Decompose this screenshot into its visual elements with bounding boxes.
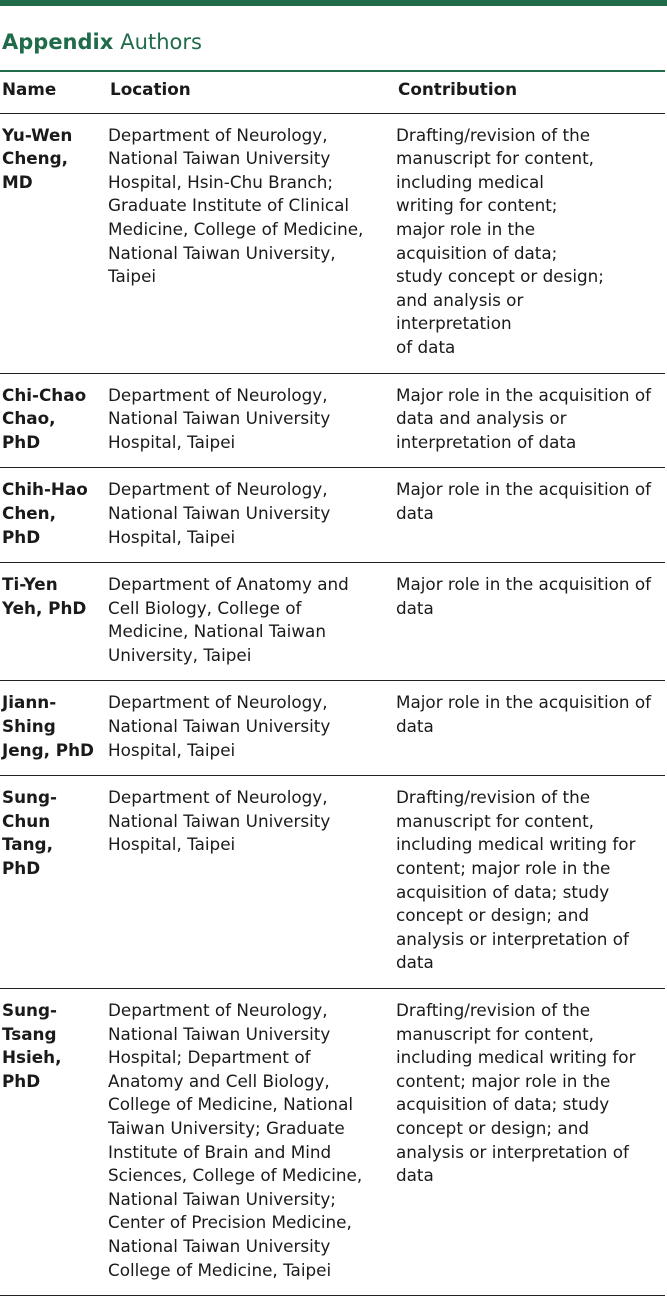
author-name-line: Chen, <box>2 502 56 523</box>
author-contribution-line: concept or design; and <box>396 905 589 926</box>
author-location-line: Hospital, Taipei <box>108 739 236 760</box>
author-contribution-line: data and analysis or <box>396 408 567 429</box>
author-location-line: Hospital; Department of <box>108 1047 311 1068</box>
author-name <box>0 776 108 989</box>
author-name-line: Jiann- <box>2 692 57 713</box>
author-name-line: PhD <box>2 1070 41 1091</box>
author-name <box>0 989 108 1296</box>
author-location-line: Department of Neurology, <box>108 124 328 145</box>
author-contribution <box>396 989 665 1296</box>
author-contribution-line: analysis or interpretation of <box>396 928 629 949</box>
author-location <box>108 113 396 373</box>
author-name-line: Chih-Hao <box>2 479 88 500</box>
author-location-line: Center of Precision Medicine, <box>108 1212 352 1233</box>
author-location-line: Hospital, Taipei <box>108 834 236 855</box>
author-location <box>108 468 396 563</box>
appendix-title: Authors <box>120 30 202 54</box>
author-contribution <box>396 373 665 468</box>
author-location-line: University, Taipei <box>108 644 252 665</box>
author-name-line: Chun <box>2 810 51 831</box>
author-contribution-line: including medical <box>396 171 544 192</box>
author-location-line: Medicine, National Taiwan <box>108 621 326 642</box>
author-name-line: Chao, <box>2 408 56 429</box>
author-name-line: Cheng, <box>2 148 68 169</box>
author-contribution-line: content; major role in the <box>396 858 611 879</box>
author-location-line: Hospital, Hsin-Chu Branch; <box>108 171 334 192</box>
author-location-line: National Taiwan University, <box>108 242 336 263</box>
author-name-line: Ti-Yen <box>2 574 58 595</box>
author-contribution-line: analysis or interpretation of <box>396 1141 629 1162</box>
author-contribution <box>396 776 665 989</box>
author-location-line: Graduate Institute of Clinical <box>108 195 350 216</box>
author-contribution-line: Major role in the acquisition of <box>396 574 652 595</box>
author-location-line: College of Medicine, National <box>108 1094 354 1115</box>
author-location <box>108 776 396 989</box>
author-location-line: Department of Neurology, <box>108 479 328 500</box>
author-contribution-line: Major role in the acquisition of <box>396 384 652 405</box>
author-contribution-line: writing for content; <box>396 195 558 216</box>
author-contribution <box>396 681 665 776</box>
table-row <box>0 989 665 1296</box>
heading-rule <box>0 70 665 72</box>
author-contribution-line: data <box>396 1165 434 1186</box>
author-location-line: Taiwan University; Graduate <box>108 1117 345 1138</box>
author-name-line: Tsang <box>2 1023 57 1044</box>
author-name-line: PhD <box>2 526 41 547</box>
author-contribution-line: data <box>396 597 434 618</box>
table-row <box>0 113 665 373</box>
author-name-line: MD <box>2 171 33 192</box>
author-location <box>108 563 396 681</box>
author-location-line: Department of Anatomy and <box>108 574 349 595</box>
author-contribution <box>396 113 665 373</box>
author-contribution-line: data <box>396 716 434 737</box>
column-header-location: Location <box>108 74 396 113</box>
table-row <box>0 373 665 468</box>
author-contribution-line: including medical writing for <box>396 834 636 855</box>
author-name-line: PhD <box>2 431 41 452</box>
author-location-line: Sciences, College of Medicine, <box>108 1165 363 1186</box>
author-location-line: National Taiwan University; <box>108 1188 336 1209</box>
author-name <box>0 113 108 373</box>
author-contribution <box>396 468 665 563</box>
author-contribution-line: Major role in the acquisition of <box>396 692 652 713</box>
author-location-line: Institute of Brain and Mind <box>108 1141 332 1162</box>
author-contribution-line: major role in the <box>396 218 536 239</box>
column-header-contribution: Contribution <box>396 74 665 113</box>
author-location-line: National Taiwan University <box>108 810 331 831</box>
author-location-line: National Taiwan University <box>108 716 331 737</box>
author-location-line: Medicine, College of Medicine, <box>108 218 364 239</box>
author-location-line: National Taiwan University <box>108 1023 331 1044</box>
author-location-line: Department of Neurology, <box>108 384 328 405</box>
author-name <box>0 373 108 468</box>
author-contribution-line: data <box>396 502 434 523</box>
author-name <box>0 468 108 563</box>
author-name-line: Jeng, PhD <box>2 739 94 760</box>
author-contribution-line: manuscript for content, <box>396 1023 594 1044</box>
author-name-line: Tang, <box>2 834 53 855</box>
table-row <box>0 468 665 563</box>
author-name-line: Hsieh, <box>2 1047 62 1068</box>
appendix-heading <box>2 28 202 56</box>
author-location-line: National Taiwan University <box>108 1235 331 1256</box>
author-contribution-line: acquisition of data; study <box>396 881 610 902</box>
author-contribution-line: acquisition of data; <box>396 242 558 263</box>
author-contribution-line: concept or design; and <box>396 1117 589 1138</box>
author-location-line: Anatomy and Cell Biology, <box>108 1070 330 1091</box>
author-contribution-line: and analysis or <box>396 289 524 310</box>
author-contribution-line: interpretation of data <box>396 431 577 452</box>
author-contribution-line: of data <box>396 336 456 357</box>
authors-table <box>0 74 665 1296</box>
author-location-line: Hospital, Taipei <box>108 526 236 547</box>
author-location-line: Department of Neurology, <box>108 1000 328 1020</box>
author-location-line: College of Medicine, Taipei <box>108 1259 332 1280</box>
author-contribution-line: study concept or design; <box>396 266 604 287</box>
author-contribution-line: including medical writing for <box>396 1047 636 1068</box>
author-contribution <box>396 563 665 681</box>
author-name-line: PhD <box>2 858 41 879</box>
author-name-line: Sung- <box>2 787 57 808</box>
author-contribution-line: manuscript for content, <box>396 148 594 169</box>
author-name-line: Yu-Wen <box>2 124 73 145</box>
author-location-line: Department of Neurology, <box>108 692 328 713</box>
author-contribution-line: content; major role in the <box>396 1070 611 1091</box>
author-contribution-line: data <box>396 952 434 973</box>
column-header-name: Name <box>0 74 108 113</box>
top-accent-bar <box>0 0 667 6</box>
author-location <box>108 989 396 1296</box>
author-location-line: Cell Biology, College of <box>108 597 302 618</box>
author-location <box>108 681 396 776</box>
author-contribution-line: Drafting/revision of the <box>396 1000 591 1020</box>
author-contribution-line: interpretation <box>396 313 512 334</box>
author-location-line: National Taiwan University <box>108 408 331 429</box>
author-location <box>108 373 396 468</box>
author-name-line: Shing <box>2 716 56 737</box>
author-location-line: Hospital, Taipei <box>108 431 236 452</box>
table-row <box>0 563 665 681</box>
author-location-line: National Taiwan University <box>108 148 331 169</box>
author-name-line: Yeh, PhD <box>2 597 87 618</box>
author-contribution-line: manuscript for content, <box>396 810 594 831</box>
author-name <box>0 681 108 776</box>
author-location-line: Department of Neurology, <box>108 787 328 808</box>
table-row <box>0 681 665 776</box>
author-contribution-line: Drafting/revision of the <box>396 124 591 145</box>
author-contribution-line: Drafting/revision of the <box>396 787 591 808</box>
author-name-line: Chi-Chao <box>2 384 87 405</box>
author-contribution-line: acquisition of data; study <box>396 1094 610 1115</box>
author-location-line: Taipei <box>108 266 157 287</box>
author-name <box>0 563 108 681</box>
author-contribution-line: Major role in the acquisition of <box>396 479 652 500</box>
appendix-label: Appendix <box>2 30 114 54</box>
author-name-line: Sung- <box>2 1000 57 1020</box>
table-header-row <box>0 74 665 113</box>
author-rows <box>0 113 665 1296</box>
table-row <box>0 776 665 989</box>
author-location-line: National Taiwan University <box>108 502 331 523</box>
